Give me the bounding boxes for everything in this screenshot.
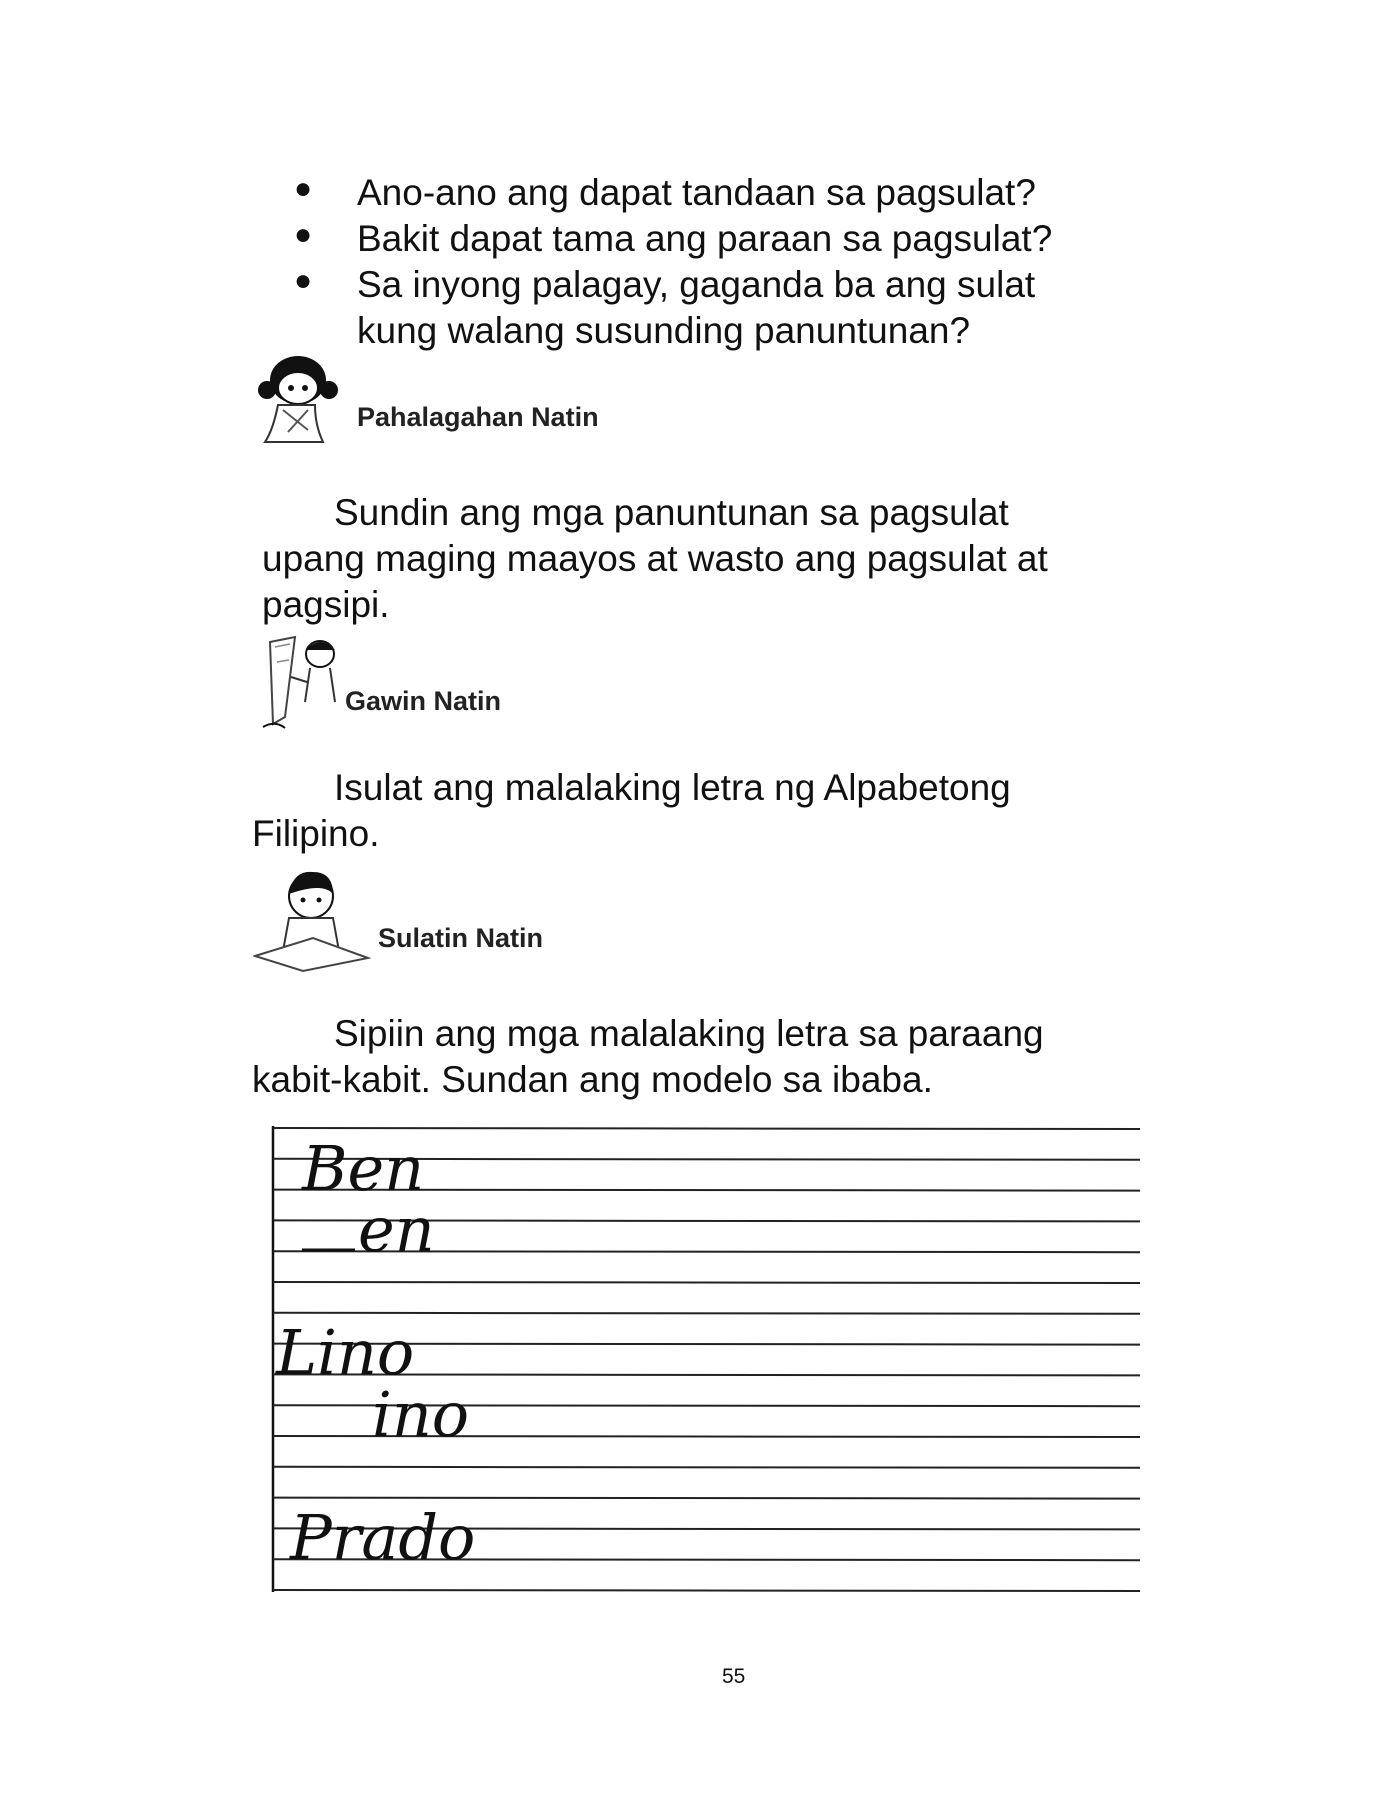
handwriting-ben: Ben	[302, 1132, 425, 1205]
gawin-line-1: Isulat ang malalaking letra ng Alpabetong	[334, 767, 1011, 808]
question-3-continued: kung walang susunding panuntunan?	[357, 310, 971, 351]
bullet-icon: ●	[294, 172, 313, 205]
handwriting-prado: Prado	[290, 1501, 476, 1574]
question-1: Ano-ano ang dapat tandaan sa pagsulat?	[357, 172, 1036, 213]
sulatin-line-1: Sipiin ang mga malalaking letra sa paraang	[334, 1013, 1044, 1054]
bullet-icon: ●	[294, 264, 313, 297]
ruled-line	[273, 1498, 1140, 1499]
page-number: 55	[722, 1665, 746, 1688]
question-2: Bakit dapat tama ang paraan sa pagsulat?	[357, 218, 1053, 259]
pahalagahan-line-3: pagsipi.	[262, 584, 390, 625]
pahalagahan-line-1: Sundin ang mga panuntunan sa pagsulat	[334, 492, 1009, 533]
sulatin-line-2: kabit-kabit. Sundan ang modelo sa ibaba.	[252, 1059, 933, 1100]
ruled-line	[273, 1282, 1140, 1283]
heading-sulatin: Sulatin Natin	[378, 923, 544, 953]
gawin-line-2: Filipino.	[252, 813, 380, 854]
bullet-icon: ●	[294, 218, 313, 251]
handwriting-ino: ino	[372, 1378, 470, 1451]
ruled-line	[273, 1467, 1140, 1468]
handwriting-en: en	[358, 1193, 435, 1266]
ruled-line	[273, 1313, 1140, 1314]
ruled-line	[273, 1128, 1140, 1129]
pahalagahan-line-2: upang maging maayos at wasto ang pagsulat at	[262, 538, 1048, 579]
question-3: Sa inyong palagay, gaganda ba ang sulat	[357, 264, 1036, 305]
heading-gawin: Gawin Natin	[345, 686, 502, 716]
heading-pahalagahan: Pahalagahan Natin	[357, 402, 599, 432]
ruled-line	[273, 1590, 1140, 1591]
handwriting-lino: Lino	[276, 1316, 415, 1389]
